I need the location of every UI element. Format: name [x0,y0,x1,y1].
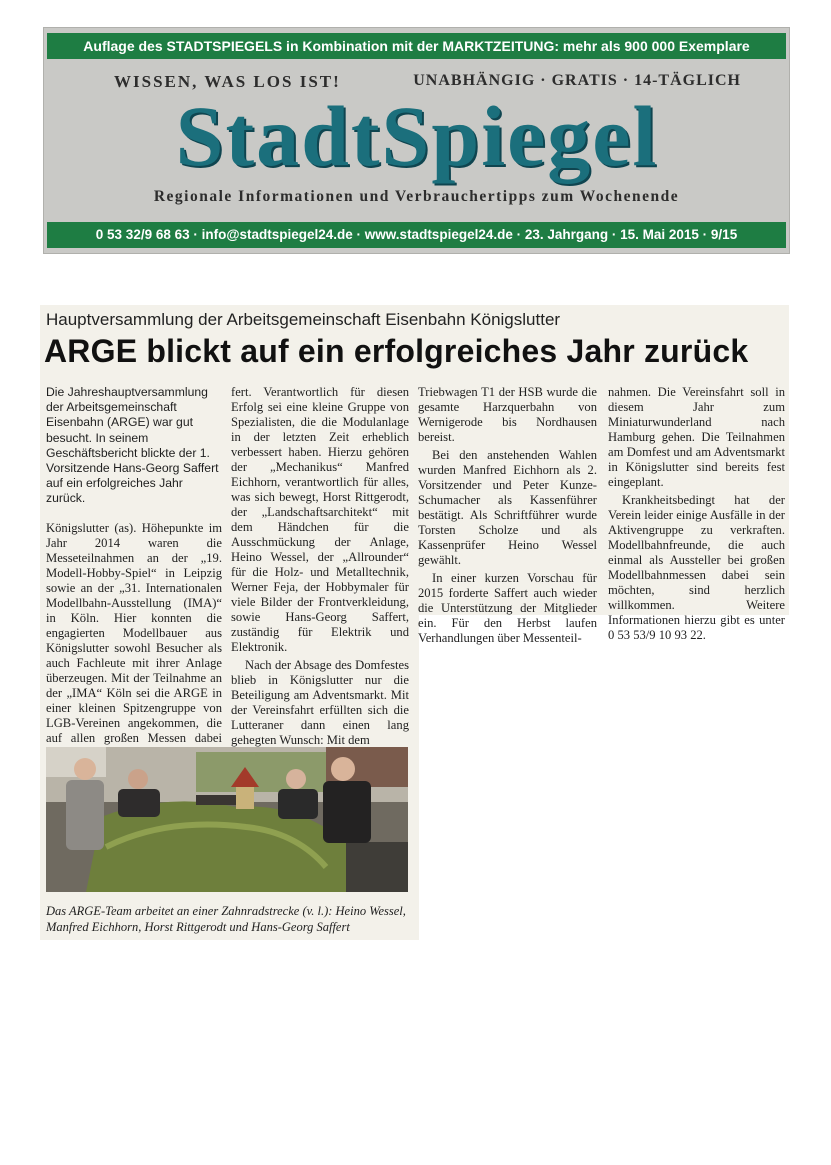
article-paragraph: Krankheitsbedingt hat der Verein leider einige Ausfälle in der Aktivengruppe zu verkraften. Modellbahnfreunde, die auch einmal als Aussteller bei großen Modellbahnmessen dabei sein möchten, sind herzlich willkommen. Weitere Informationen hierzu gibt es unter 0 53 53/9 10 93 22. [608,493,785,642]
article-intro: Die Jahreshauptversammlung der Arbeitsgemeinschaft Eisenbahn (ARGE) war gut besucht. In seinem Geschäftsbericht blickte der 1. Vorsitzende Hans-Georg Saffert auf ein erfolgreiches Jahr zurück. [46,385,219,506]
article-column-2 [231,385,409,751]
article-photo [46,747,408,892]
article-column-4 [608,385,785,646]
circulation-banner: Auflage des STADTSPIEGELS in Kombination mit der MARKTZEITUNG: mehr als 900 000 Exemplare [47,33,786,59]
masthead-subtitle: Regionale Informationen und Verbrauchertipps zum Wochenende [153,188,680,205]
newspaper-logo: StadtSpiegel [175,88,659,184]
article-paragraph: Nach der Absage des Domfestes blieb in Königslutter nur die Beteiligung am Adventsmarkt. Mit der Vereinsfahrt erfüllten sich die Lutteraner dann einen lang gehegten Wunsch: Mit dem [231,658,409,747]
article-column-1 [46,385,222,764]
masthead-motto: WISSEN, WAS LOS IST! [114,72,341,91]
article-paragraph: fert. Verantwortlich für diesen Erfolg sei eine kleine Gruppe von Spezialisten, die die Modulanlage in der letzten Zeit erheblich verbessert haben. Hierzu gehören der „Mechanikus“ Manfred Eichhorn, verantwortlich für alles, was sich bewegt, Horst Rittgerodt, der „Landschaftsarchitekt“ mit dem Händchen für die Ausschmückung der Anlage, Heino Wessel, der „Allrounder“ für die Holz- und Metalltechnik, Werner Feja, der Hobbymaler für viele Bilder der Frontverkleidung, sowie Hans-Georg Saffert, zuständig für Elektrik und Elektronik. [231,385,409,654]
article-paragraph: Triebwagen T1 der HSB wurde die gesamte Harzquerbahn von Wernigerode bis Nordhausen bereist. [418,385,597,444]
photo-caption: Das ARGE-Team arbeitet an einer Zahnradstrecke (v. l.): Heino Wessel, Manfred Eichhorn, Horst Rittgerodt und Hans-Georg Saffert [46,904,406,934]
article-headline: ARGE blickt auf ein erfolgreiches Jahr zurück [44,333,749,369]
article-paragraph: Bei den anstehenden Wahlen wurden Manfred Eichhorn als 2. Vorsitzender und Peter Kunze-Schumacher als Kassenführer bestätigt. Als Schriftführer wurde Torsten Scholze und als Kassenprüfer Heino Wessel gewählt. [418,448,597,567]
masthead [43,27,790,254]
article-paragraph: nahmen. Die Vereinsfahrt soll in diesem Jahr zum Miniaturwunderland nach Hamburg gehen. Die Teilnahmen am Domfest und am Adventsmarkt in Königslutter sind bereits fest eingeplant. [608,385,785,489]
contact-banner: 0 53 32/9 68 63 · info@stadtspiegel24.de · www.stadtspiegel24.de · 23. Jahrgang · 15. Mai 2015 · 9/15 [47,222,786,248]
masthead-claims: UNABHÄNGIG · GRATIS · 14-TÄGLICH [413,72,741,89]
article-kicker: Hauptversammlung der Arbeitsgemeinschaft Eisenbahn Königslutter [46,310,561,329]
article-paragraph: Königslutter (as). Höhepunkte im Jahr 2014 waren die Messeteilnahmen an der „19. Modell-Hobby-Spiel“ in Leipzig sowie an der „31. Internationalen Modellbahn-Ausstellung (IMA)“ in Köln. Hier konnten die engagierten Modellbauer aus Königslutter sowohl Besucher als auch Fachleute mit ihrer Anlage überzeugen. Mit der Teilnahme an der „IMA“ Köln sei die ARGE in einer kleinen Spitzengruppe von LGB-Vereinen angekommen, die auf allen großen Messen dabei [46,520,222,745]
article-paragraph: In einer kurzen Vorschau für 2015 forderte Saffert auch wieder die Unterstützung der Mitglieder ein. Für den Herbst laufen Verhandlungen über Messenteil- [418,571,597,645]
article-column-3 [418,385,597,649]
